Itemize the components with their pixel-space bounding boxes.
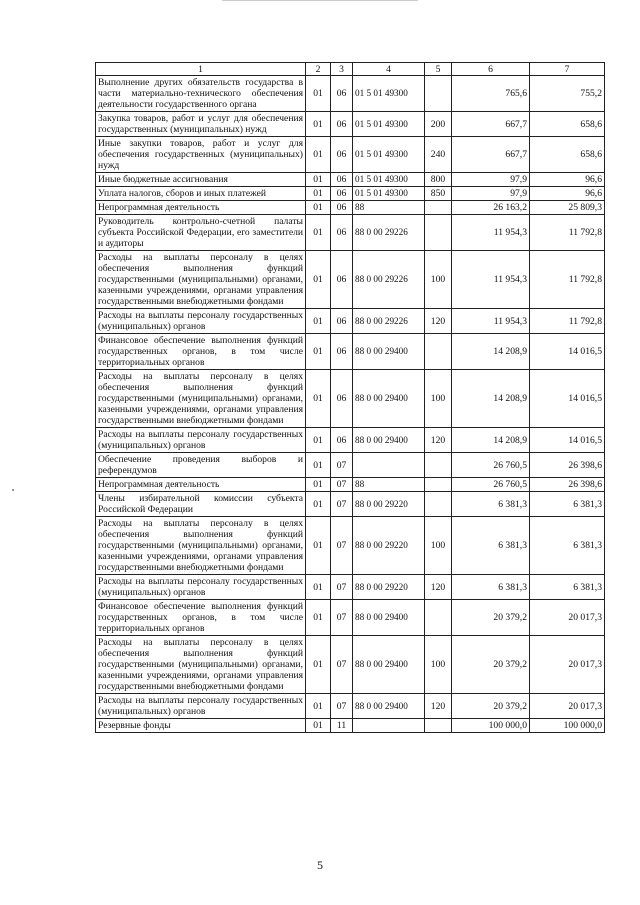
subsection-cell: 06 — [331, 187, 353, 201]
section-cell: 01 — [306, 173, 331, 187]
table-row — [96, 453, 605, 478]
amount-year-2-cell: 14 016,5 — [530, 428, 605, 453]
table-row — [96, 370, 605, 428]
target-article-cell: 88 0 00 29226 — [353, 251, 425, 309]
amount-year-2-cell: 96,6 — [530, 173, 605, 187]
target-article-cell: 01 5 01 49300 — [353, 187, 425, 201]
amount-year-2-cell: 6 381,3 — [530, 492, 605, 517]
target-article-cell: 01 5 01 49300 — [353, 173, 425, 187]
description-cell: Расходы на выплаты персоналу государственных (муниципальных) органов — [96, 694, 306, 719]
section-cell: 01 — [306, 636, 331, 694]
subsection-cell: 07 — [331, 492, 353, 517]
table-row — [96, 309, 605, 334]
expense-type-cell: 100 — [425, 370, 452, 428]
description-cell: Выполнение других обязательств государства в части материально-технического обеспечения деятельности государственного органа — [96, 76, 306, 112]
amount-year-2-cell: 6 381,3 — [530, 517, 605, 575]
description-cell: Расходы на выплаты персоналу в целях обеспечения выполнения функций государственными (муниципальными) органами, казенными учреждениями, органами управления государственными внебюджетными фондами — [96, 636, 306, 694]
amount-year-1-cell: 26 760,5 — [452, 453, 530, 478]
table-row — [96, 76, 605, 112]
target-article-cell — [353, 719, 425, 733]
table-row — [96, 215, 605, 251]
amount-year-1-cell: 20 379,2 — [452, 694, 530, 719]
amount-year-1-cell: 11 954,3 — [452, 309, 530, 334]
amount-year-2-cell: 25 809,3 — [530, 201, 605, 215]
subsection-cell: 07 — [331, 694, 353, 719]
expense-type-cell: 120 — [425, 309, 452, 334]
expense-type-cell: 100 — [425, 251, 452, 309]
target-article-cell: 01 5 01 49300 — [353, 137, 425, 173]
expense-type-cell: 200 — [425, 112, 452, 137]
section-cell: 01 — [306, 453, 331, 478]
table-row — [96, 334, 605, 370]
amount-year-1-cell: 6 381,3 — [452, 517, 530, 575]
description-cell: Финансовое обеспечение выполнения функций государственных органов, в том числе территориальных органов — [96, 334, 306, 370]
amount-year-2-cell: 100 000,0 — [530, 719, 605, 733]
description-cell: Непрограммная деятельность — [96, 478, 306, 492]
header-cell: 3 — [331, 63, 353, 76]
expense-type-cell: 240 — [425, 137, 452, 173]
section-cell: 01 — [306, 517, 331, 575]
expense-type-cell: 800 — [425, 173, 452, 187]
subsection-cell: 07 — [331, 636, 353, 694]
table-row — [96, 636, 605, 694]
amount-year-1-cell: 20 379,2 — [452, 600, 530, 636]
description-cell: Финансовое обеспечение выполнения функций государственных органов, в том числе территориальных органов — [96, 600, 306, 636]
table-row — [96, 719, 605, 733]
header-cell: 1 — [96, 63, 306, 76]
subsection-cell: 06 — [331, 334, 353, 370]
section-cell: 01 — [306, 370, 331, 428]
description-cell: Расходы на выплаты персоналу в целях обеспечения выполнения функций государственными (муниципальными) органами, казенными учреждениями, органами управления государственными внебюджетными фондами — [96, 370, 306, 428]
target-article-cell: 88 0 00 29400 — [353, 600, 425, 636]
amount-year-1-cell: 26 760,5 — [452, 478, 530, 492]
subsection-cell: 07 — [331, 575, 353, 600]
subsection-cell: 06 — [331, 428, 353, 453]
subsection-cell: 07 — [331, 600, 353, 636]
target-article-cell: 88 0 00 29400 — [353, 334, 425, 370]
target-article-cell: 88 0 00 29226 — [353, 215, 425, 251]
table-row — [96, 517, 605, 575]
amount-year-2-cell: 6 381,3 — [530, 575, 605, 600]
target-article-cell: 88 0 00 29220 — [353, 575, 425, 600]
header-cell: 4 — [353, 63, 425, 76]
subsection-cell: 07 — [331, 453, 353, 478]
amount-year-2-cell: 11 792,8 — [530, 251, 605, 309]
expense-type-cell — [425, 492, 452, 517]
section-cell: 01 — [306, 428, 331, 453]
section-cell: 01 — [306, 600, 331, 636]
target-article-cell — [353, 453, 425, 478]
expense-type-cell — [425, 719, 452, 733]
section-cell: 01 — [306, 215, 331, 251]
amount-year-1-cell: 6 381,3 — [452, 575, 530, 600]
table-row — [96, 173, 605, 187]
table-row — [96, 137, 605, 173]
scan-edge-line — [222, 0, 418, 1]
target-article-cell: 88 0 00 29400 — [353, 428, 425, 453]
subsection-cell: 06 — [331, 173, 353, 187]
amount-year-2-cell: 11 792,8 — [530, 309, 605, 334]
target-article-cell: 88 0 00 29400 — [353, 636, 425, 694]
amount-year-2-cell: 14 016,5 — [530, 370, 605, 428]
expense-type-cell — [425, 600, 452, 636]
section-cell: 01 — [306, 309, 331, 334]
expense-type-cell: 120 — [425, 575, 452, 600]
description-cell: Иные бюджетные ассигнования — [96, 173, 306, 187]
table-row — [96, 492, 605, 517]
section-cell: 01 — [306, 187, 331, 201]
expense-type-cell — [425, 76, 452, 112]
amount-year-1-cell: 20 379,2 — [452, 636, 530, 694]
subsection-cell: 06 — [331, 201, 353, 215]
amount-year-2-cell: 11 792,8 — [530, 215, 605, 251]
section-cell: 01 — [306, 575, 331, 600]
section-cell: 01 — [306, 201, 331, 215]
section-cell: 01 — [306, 76, 331, 112]
amount-year-1-cell: 11 954,3 — [452, 251, 530, 309]
table-row — [96, 251, 605, 309]
table-row — [96, 600, 605, 636]
amount-year-1-cell: 14 208,9 — [452, 334, 530, 370]
description-cell: Уплата налогов, сборов и иных платежей — [96, 187, 306, 201]
table-row — [96, 694, 605, 719]
section-cell: 01 — [306, 112, 331, 137]
description-cell: Закупка товаров, работ и услуг для обеспечения государственных (муниципальных) нужд — [96, 112, 306, 137]
subsection-cell: 07 — [331, 478, 353, 492]
description-cell: Расходы на выплаты персоналу государственных (муниципальных) органов — [96, 309, 306, 334]
subsection-cell: 06 — [331, 137, 353, 173]
expense-type-cell — [425, 334, 452, 370]
section-cell: 01 — [306, 137, 331, 173]
description-cell: Руководитель контрольно-счетной палаты субъекта Российской Федерации, его заместители и аудиторы — [96, 215, 306, 251]
header-cell: 6 — [452, 63, 530, 76]
target-article-cell: 88 0 00 29400 — [353, 694, 425, 719]
amount-year-2-cell: 26 398,6 — [530, 453, 605, 478]
section-cell: 01 — [306, 694, 331, 719]
section-cell: 01 — [306, 334, 331, 370]
amount-year-1-cell: 100 000,0 — [452, 719, 530, 733]
amount-year-2-cell: 26 398,6 — [530, 478, 605, 492]
section-cell: 01 — [306, 251, 331, 309]
section-cell: 01 — [306, 478, 331, 492]
target-article-cell: 01 5 01 49300 — [353, 112, 425, 137]
expense-type-cell — [425, 478, 452, 492]
amount-year-1-cell: 97,9 — [452, 173, 530, 187]
subsection-cell: 06 — [331, 309, 353, 334]
target-article-cell: 88 — [353, 201, 425, 215]
description-cell: Расходы на выплаты персоналу государственных (муниципальных) органов — [96, 428, 306, 453]
description-cell: Иные закупки товаров, работ и услуг для обеспечения государственных (муниципальных) нужд — [96, 137, 306, 173]
subsection-cell: 06 — [331, 215, 353, 251]
table-row — [96, 112, 605, 137]
amount-year-1-cell: 14 208,9 — [452, 428, 530, 453]
target-article-cell: 88 0 00 29220 — [353, 517, 425, 575]
table-row — [96, 201, 605, 215]
description-cell: Резервные фонды — [96, 719, 306, 733]
header-cell: 7 — [530, 63, 605, 76]
target-article-cell: 88 0 00 29220 — [353, 492, 425, 517]
expense-type-cell — [425, 215, 452, 251]
target-article-cell: 88 0 00 29226 — [353, 309, 425, 334]
expense-type-cell — [425, 453, 452, 478]
amount-year-1-cell: 26 163,2 — [452, 201, 530, 215]
header-cell: 5 — [425, 63, 452, 76]
section-cell: 01 — [306, 719, 331, 733]
target-article-cell: 88 — [353, 478, 425, 492]
amount-year-2-cell: 20 017,3 — [530, 694, 605, 719]
table-row — [96, 478, 605, 492]
expense-type-cell — [425, 201, 452, 215]
target-article-cell: 88 0 00 29400 — [353, 370, 425, 428]
amount-year-1-cell: 667,7 — [452, 137, 530, 173]
description-cell: Расходы на выплаты персоналу в целях обеспечения выполнения функций государственными (муниципальными) органами, казенными учреждениями, органами управления государственными внебюджетными фондами — [96, 251, 306, 309]
description-cell: Непрограммная деятельность — [96, 201, 306, 215]
subsection-cell: 07 — [331, 517, 353, 575]
header-cell: 2 — [306, 63, 331, 76]
table-header-row — [96, 63, 605, 76]
amount-year-2-cell: 96,6 — [530, 187, 605, 201]
scan-speck — [12, 489, 14, 491]
subsection-cell: 06 — [331, 370, 353, 428]
table-row — [96, 187, 605, 201]
section-cell: 01 — [306, 492, 331, 517]
subsection-cell: 06 — [331, 76, 353, 112]
subsection-cell: 06 — [331, 112, 353, 137]
amount-year-2-cell: 658,6 — [530, 137, 605, 173]
description-cell: Члены избирательной комиссии субъекта Российской Федерации — [96, 492, 306, 517]
subsection-cell: 11 — [331, 719, 353, 733]
subsection-cell: 06 — [331, 251, 353, 309]
amount-year-1-cell: 14 208,9 — [452, 370, 530, 428]
expense-type-cell: 100 — [425, 517, 452, 575]
table-row — [96, 428, 605, 453]
expense-type-cell: 850 — [425, 187, 452, 201]
amount-year-2-cell: 658,6 — [530, 112, 605, 137]
budget-table — [95, 62, 605, 733]
amount-year-1-cell: 11 954,3 — [452, 215, 530, 251]
description-cell: Обеспечение проведения выборов и референдумов — [96, 453, 306, 478]
amount-year-2-cell: 20 017,3 — [530, 600, 605, 636]
amount-year-2-cell: 20 017,3 — [530, 636, 605, 694]
table-body — [96, 76, 605, 733]
expense-type-cell: 120 — [425, 428, 452, 453]
expense-type-cell: 100 — [425, 636, 452, 694]
description-cell: Расходы на выплаты персоналу государственных (муниципальных) органов — [96, 575, 306, 600]
amount-year-2-cell: 14 016,5 — [530, 334, 605, 370]
amount-year-1-cell: 667,7 — [452, 112, 530, 137]
page-number: 5 — [317, 858, 323, 872]
amount-year-1-cell: 765,6 — [452, 76, 530, 112]
description-cell: Расходы на выплаты персоналу в целях обеспечения выполнения функций государственными (муниципальными) органами, казенными учреждениями, органами управления государственными внебюджетными фондами — [96, 517, 306, 575]
amount-year-2-cell: 755,2 — [530, 76, 605, 112]
amount-year-1-cell: 6 381,3 — [452, 492, 530, 517]
amount-year-1-cell: 97,9 — [452, 187, 530, 201]
table-row — [96, 575, 605, 600]
target-article-cell: 01 5 01 49300 — [353, 76, 425, 112]
expense-type-cell: 120 — [425, 694, 452, 719]
